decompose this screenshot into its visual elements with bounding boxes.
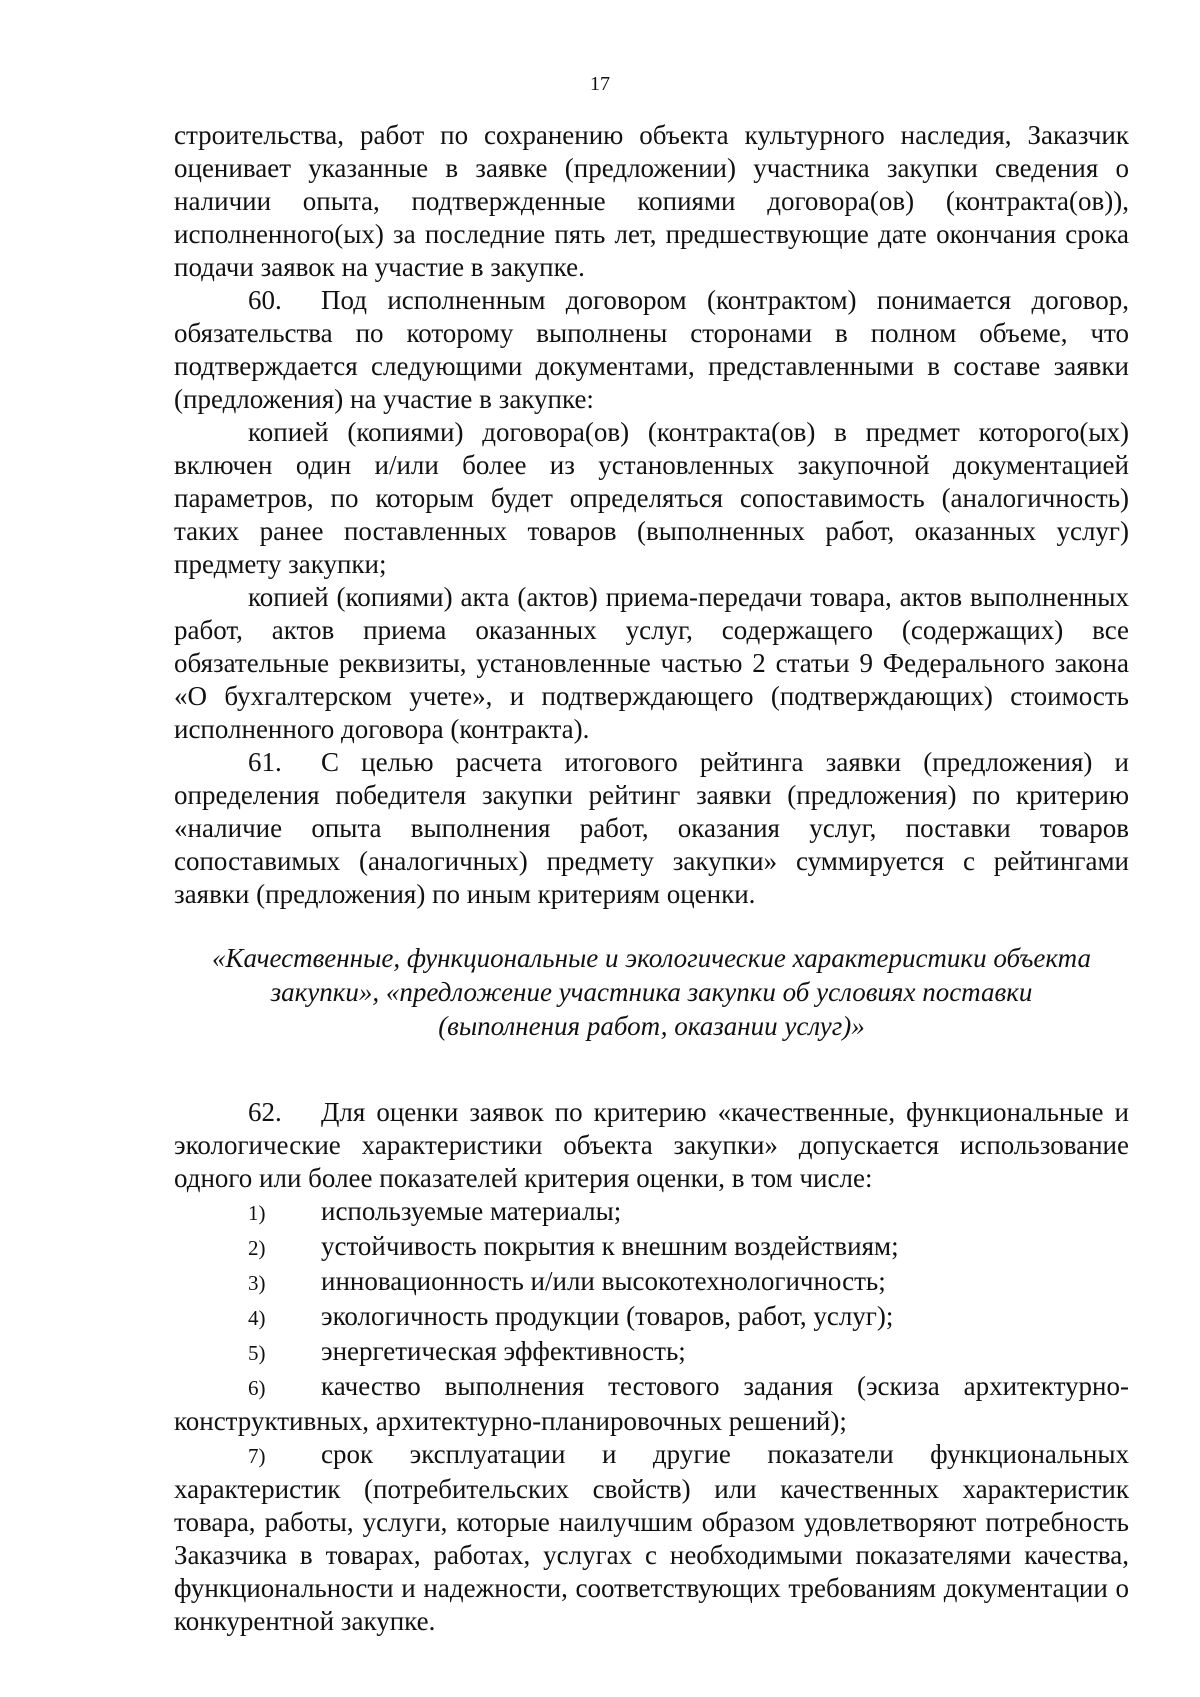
list-item-number: 3) (248, 1271, 266, 1295)
list-item (174, 1370, 1129, 1438)
section-heading (174, 941, 1129, 1043)
list-item-text: экологичность продукции (товаров, работ, услуг); (321, 1301, 894, 1331)
list-item-text: качество выполнения тестового задания (эскиза архитектурно-конструктивных, архитектурно-планировочных решений); (174, 1371, 1129, 1436)
list-item (174, 1335, 1129, 1370)
list-item-text: инновационность и/или высокотехнологичность; (321, 1266, 886, 1296)
list-item-text: используемые материалы; (321, 1196, 622, 1226)
list-item-number: 5) (248, 1341, 266, 1365)
clause-number-60: 60. (248, 285, 282, 315)
list-item (174, 1230, 1129, 1265)
paragraph-61-text: С целью расчета итогового рейтинга заявки (предложения) и определения победителя закупки рейтинг заявки (предложения) по критерию «наличие опыта выполнения работ, оказания услуг, поставки товаров сопоставимых (аналогичных) предмету закупки» суммируется с рейтингами заявки (предложения) по иным критериям оценки. (174, 747, 1129, 909)
paragraph-61 (174, 746, 1129, 911)
list-item (174, 1300, 1129, 1335)
list-item (174, 1438, 1129, 1638)
document-body (174, 119, 1129, 1638)
list-item-number: 7) (248, 1444, 266, 1468)
paragraph-continuation: строительства, работ по сохранению объекта культурного наследия, Заказчик оценивает указанные в заявке (предложении) участника закупки сведения о наличии опыта, подтвержденные копиями договора(ов) (контракта(ов)), исполненного(ых) за последние пять лет, предшествующие дате окончания срока подачи заявок на участие в закупке. (174, 120, 1129, 282)
clause-number-61: 61. (248, 747, 282, 777)
list-item (174, 1195, 1129, 1230)
list-item-text: срок эксплуатации и другие показатели функциональных характеристик (потребительских свойств) или качественных характеристик товара, работы, услуги, которые наилучшим образом удовлетворяют потребность Заказчика в товарах, работах, услугах с необходимыми показателями качества, функциональности и надежности, соответствующих требованиям документации о конкурентной закупке. (174, 1439, 1129, 1636)
paragraph-62 (174, 1096, 1129, 1195)
list-item-text: энергетическая эффективность; (321, 1336, 686, 1366)
list-item-text: устойчивость покрытия к внешним воздействиям; (321, 1231, 899, 1261)
paragraph-62-text: Для оценки заявок по критерию «качественные, функциональные и экологические характеристики объекта закупки» допускается использование одного или более показателей критерия оценки, в том числе: (174, 1097, 1129, 1193)
paragraph-60-text: Под исполненным договором (контрактом) понимается договор, обязательства по которому выполнены сторонами в полном объеме, что подтверждается следующими документами, представленными в составе заявки (предложения) на участие в закупке: (174, 285, 1129, 414)
list-item (174, 1265, 1129, 1300)
list-item-number: 6) (248, 1376, 266, 1400)
clause-number-62: 62. (248, 1097, 282, 1127)
paragraph-60-act-copies: копией (копиями) акта (актов) приема-передачи товара, актов выполненных работ, актов приема оказанных услуг, содержащего (содержащих) все обязательные реквизиты, установленные частью 2 статьи 9 Федерального закона «О бухгалтерском учете», и подтверждающего (подтверждающих) стоимость исполненного договора (контракта). (174, 582, 1129, 744)
list-item-number: 1) (248, 1201, 266, 1225)
paragraph-60 (174, 284, 1129, 416)
section-heading-line-1: «Качественные, функциональные и экологические характеристики объекта (212, 943, 1091, 973)
section-heading-line-2: закупки», «предложение участника закупки об условиях поставки (270, 977, 1033, 1007)
section-heading-line-3: (выполнения работ, оказании услуг)» (438, 1011, 865, 1041)
list-item-number: 4) (248, 1306, 266, 1330)
paragraph-60-contract-copies: копией (копиями) договора(ов) (контракта(ов) в предмет которого(ых) включен один и/или более из установленных закупочной документацией параметров, по которым будет определяться сопоставимость (аналогичность) таких ранее поставленных товаров (выполненных работ, оказанных услуг) предмету закупки; (174, 417, 1129, 579)
page-number: 17 (590, 73, 610, 95)
list-item-number: 2) (248, 1236, 266, 1260)
